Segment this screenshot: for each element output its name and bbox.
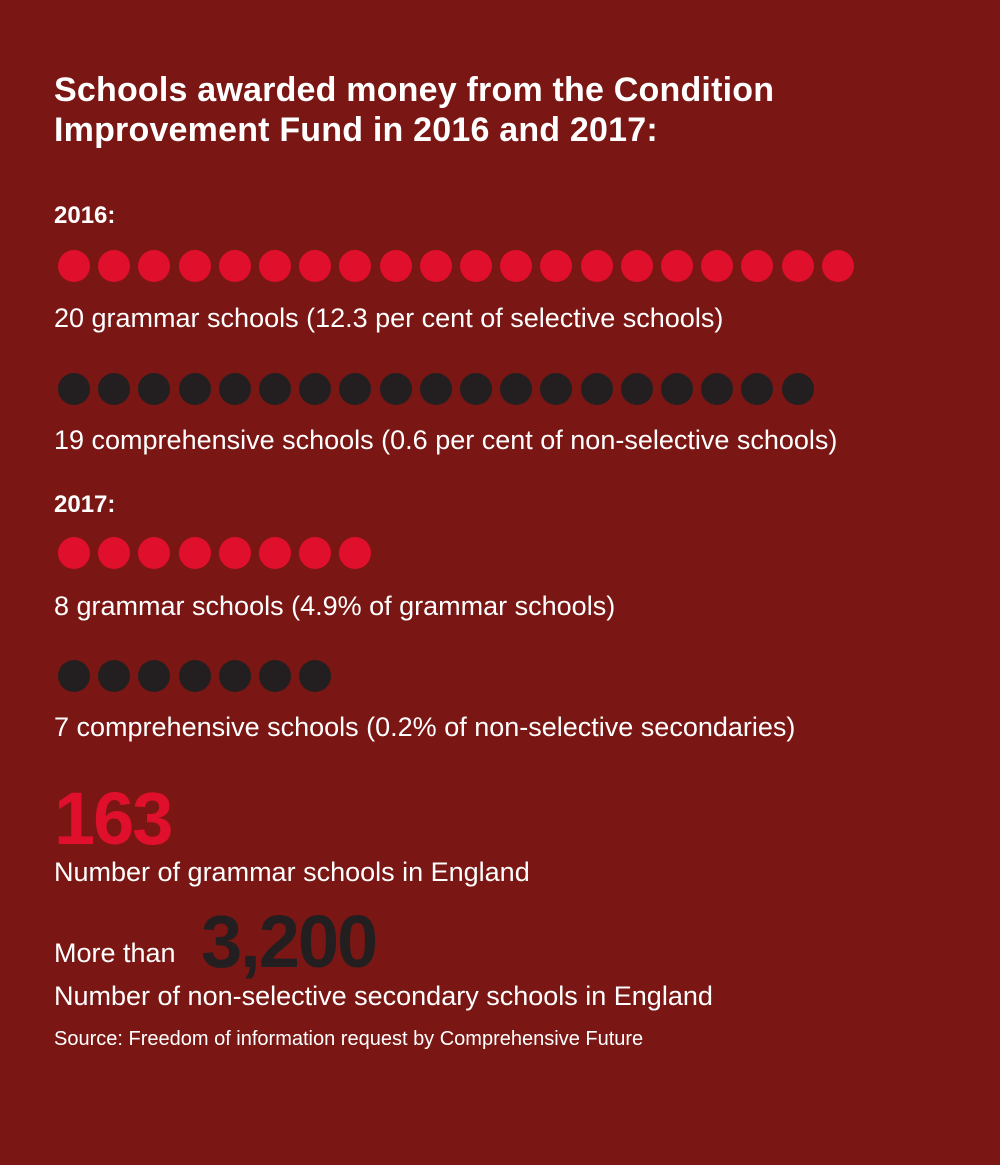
dot-2016-grammar-8 bbox=[339, 250, 371, 282]
caption-2016-grammar: 20 grammar schools (12.3 per cent of selective schools) bbox=[54, 303, 724, 333]
dot-2017-comprehensive-6 bbox=[259, 660, 291, 692]
grammar-total-number: 163 bbox=[54, 777, 172, 860]
nonselective-prefix: More than bbox=[54, 938, 176, 968]
dot-2016-grammar-19 bbox=[782, 250, 814, 282]
dot-2016-comprehensive-7 bbox=[299, 373, 331, 405]
dot-2016-grammar-7 bbox=[299, 250, 331, 282]
dot-2016-comprehensive-3 bbox=[138, 373, 170, 405]
nonselective-total-label: Number of non-selective secondary schools in England bbox=[54, 981, 713, 1011]
dot-2017-comprehensive-5 bbox=[219, 660, 251, 692]
dot-2016-grammar-18 bbox=[741, 250, 773, 282]
dot-2016-comprehensive-16 bbox=[661, 373, 693, 405]
dot-2016-comprehensive-2 bbox=[98, 373, 130, 405]
dot-2016-comprehensive-9 bbox=[380, 373, 412, 405]
dot-2017-grammar-7 bbox=[299, 537, 331, 569]
dot-2016-grammar-6 bbox=[259, 250, 291, 282]
year-label-2016: 2016: bbox=[54, 202, 116, 229]
dot-2016-comprehensive-8 bbox=[339, 373, 371, 405]
dot-2017-grammar-5 bbox=[219, 537, 251, 569]
dot-2016-comprehensive-15 bbox=[621, 373, 653, 405]
caption-2017-grammar: 8 grammar schools (4.9% of grammar schools) bbox=[54, 591, 616, 621]
dot-2016-comprehensive-12 bbox=[500, 373, 532, 405]
dot-2016-grammar-20 bbox=[822, 250, 854, 282]
dot-2016-grammar-9 bbox=[380, 250, 412, 282]
infographic-title bbox=[54, 70, 774, 150]
dot-2016-grammar-5 bbox=[219, 250, 251, 282]
dot-2016-comprehensive-1 bbox=[58, 373, 90, 405]
caption-2016-comprehensive: 19 comprehensive schools (0.6 per cent of non-selective schools) bbox=[54, 425, 838, 455]
dot-2016-comprehensive-14 bbox=[581, 373, 613, 405]
dot-2017-grammar-4 bbox=[179, 537, 211, 569]
grammar-total-label: Number of grammar schools in England bbox=[54, 857, 530, 887]
dot-2016-grammar-11 bbox=[460, 250, 492, 282]
dot-2017-comprehensive-1 bbox=[58, 660, 90, 692]
dot-2017-grammar-2 bbox=[98, 537, 130, 569]
dot-2016-comprehensive-19 bbox=[782, 373, 814, 405]
dot-2016-grammar-10 bbox=[420, 250, 452, 282]
dot-2016-grammar-17 bbox=[701, 250, 733, 282]
dot-2016-grammar-4 bbox=[179, 250, 211, 282]
dot-2017-grammar-6 bbox=[259, 537, 291, 569]
caption-2017-comprehensive: 7 comprehensive schools (0.2% of non-selective secondaries) bbox=[54, 712, 796, 742]
year-label-2017: 2017: bbox=[54, 491, 116, 518]
dot-2016-comprehensive-17 bbox=[701, 373, 733, 405]
dot-2017-grammar-3 bbox=[138, 537, 170, 569]
dot-2016-grammar-13 bbox=[540, 250, 572, 282]
dot-2016-grammar-16 bbox=[661, 250, 693, 282]
dot-2016-grammar-2 bbox=[98, 250, 130, 282]
dot-2017-comprehensive-7 bbox=[299, 660, 331, 692]
source-note: Source: Freedom of information request by Comprehensive Future bbox=[54, 1028, 644, 1050]
dot-2016-grammar-14 bbox=[581, 250, 613, 282]
dot-2017-comprehensive-4 bbox=[179, 660, 211, 692]
dot-2016-grammar-15 bbox=[621, 250, 653, 282]
dot-2017-comprehensive-2 bbox=[98, 660, 130, 692]
dot-2016-comprehensive-5 bbox=[219, 373, 251, 405]
title-line-2: Improvement Fund in 2016 and 2017: bbox=[54, 111, 658, 149]
dot-2016-comprehensive-13 bbox=[540, 373, 572, 405]
dot-2016-grammar-1 bbox=[58, 250, 90, 282]
dot-2016-grammar-3 bbox=[138, 250, 170, 282]
nonselective-total-number: 3,200 bbox=[201, 900, 377, 983]
dot-2017-grammar-8 bbox=[339, 537, 371, 569]
dot-2016-grammar-12 bbox=[500, 250, 532, 282]
dot-2017-grammar-1 bbox=[58, 537, 90, 569]
dot-2017-comprehensive-3 bbox=[138, 660, 170, 692]
dot-2016-comprehensive-6 bbox=[259, 373, 291, 405]
dot-2016-comprehensive-10 bbox=[420, 373, 452, 405]
title-line-1: Schools awarded money from the Condition bbox=[54, 71, 775, 109]
dot-2016-comprehensive-4 bbox=[179, 373, 211, 405]
dot-2016-comprehensive-11 bbox=[460, 373, 492, 405]
dot-2016-comprehensive-18 bbox=[741, 373, 773, 405]
